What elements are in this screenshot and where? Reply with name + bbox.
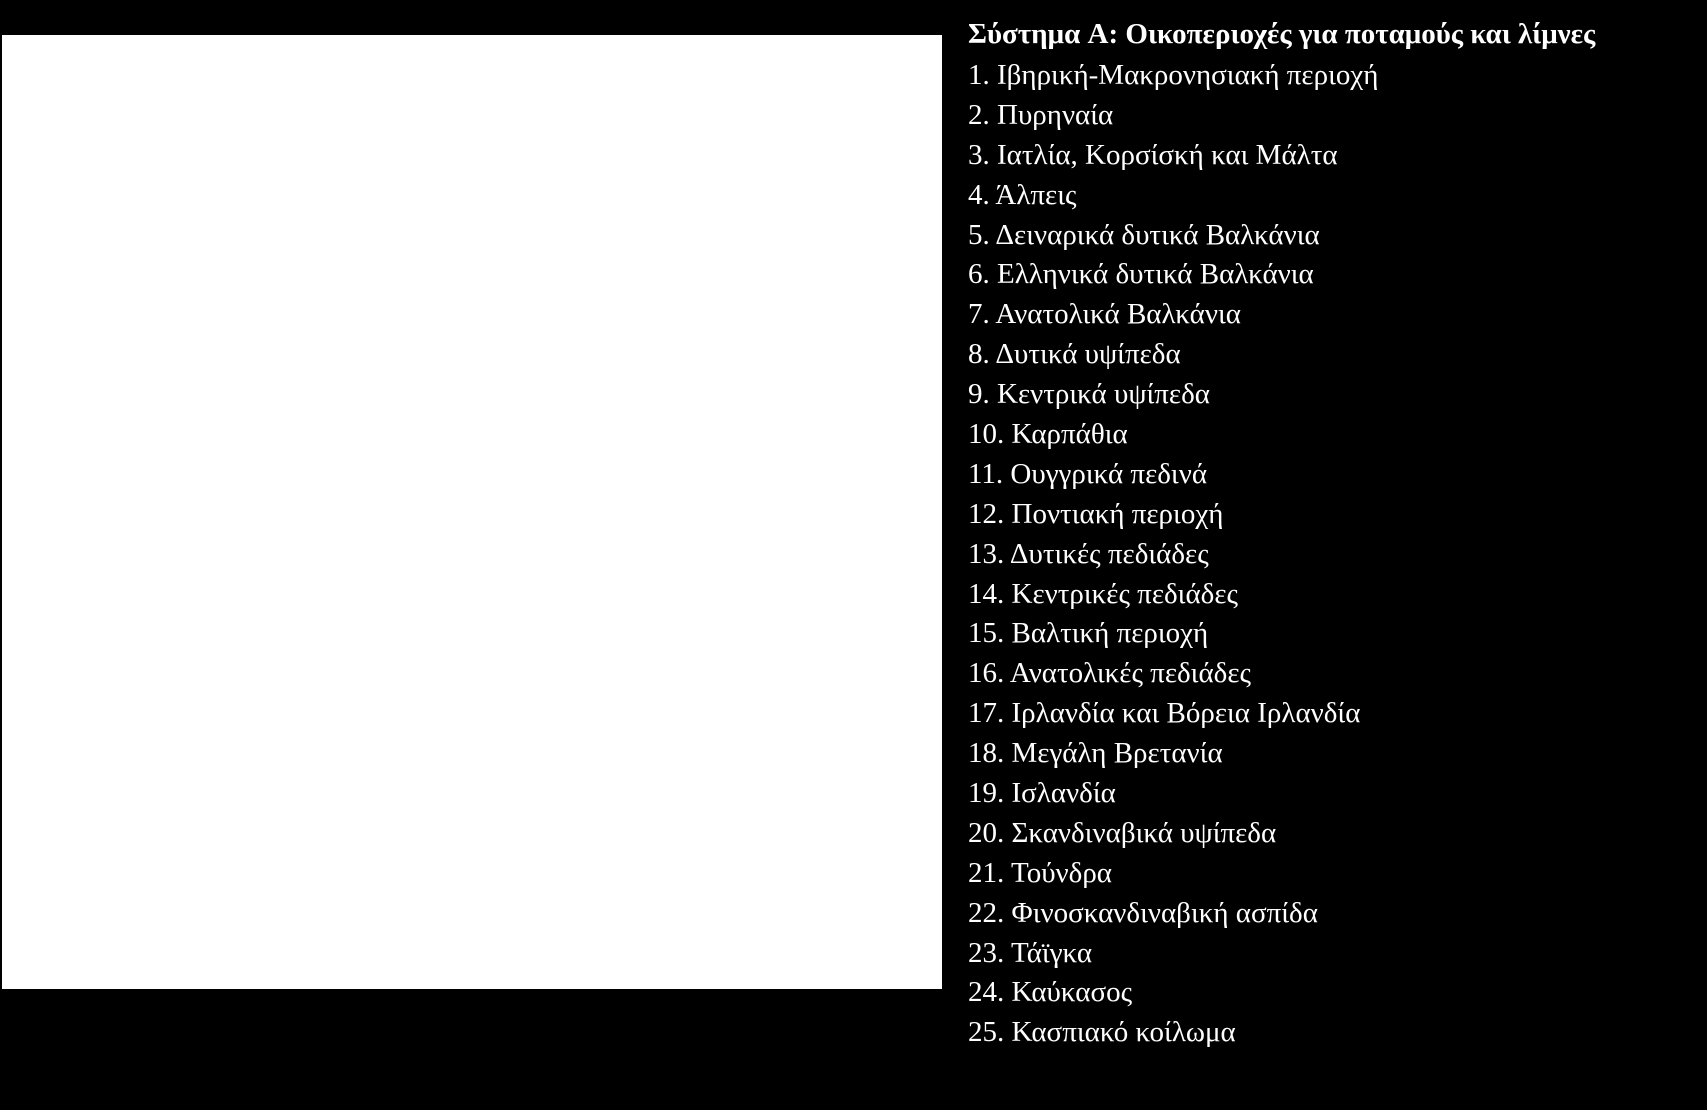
legend-item: 15. Βαλτική περιοχή [968, 617, 1209, 650]
legend [968, 12, 1698, 1053]
legend-item: 4. Άλπεις [968, 178, 1077, 211]
legend-item: 25. Κασπιακό κοίλωμα [968, 1016, 1236, 1049]
legend-item: 8. Δυτικά υψίπεδα [968, 338, 1181, 371]
legend-item: 20. Σκανδιναβικά υψίπεδα [968, 816, 1277, 849]
legend-item: 1. Ιβηρική-Μακρονησιακή περιοχή [968, 59, 1379, 91]
legend-item: 24. Καύκασος [968, 976, 1133, 1009]
legend-item: 22. Φινοσκανδιναβική ασπίδα [968, 896, 1318, 929]
legend-item: 7. Ανατολικά Βαλκάνια [968, 298, 1241, 331]
legend-item: 5. Δειναρικά δυτικά Βαλκάνια [968, 218, 1320, 251]
legend-item: 12. Ποντιακή περιοχή [968, 497, 1224, 530]
legend-item: 11. Ουγγρικά πεδινά [968, 457, 1208, 490]
legend-title: Σύστημα A: Οικοπεριοχές για ποταμούς και λίμνες [968, 18, 1596, 50]
legend-item: 14. Κεντρικές πεδιάδες [968, 577, 1238, 610]
legend-item: 16. Ανατολικές πεδιάδες [968, 657, 1251, 690]
legend-item: 9. Κεντρικά υψίπεδα [968, 378, 1210, 411]
legend-item: 19. Ισλανδία [968, 777, 1116, 810]
map-panel [2, 35, 942, 989]
legend-item: 23. Τάϊγκα [968, 936, 1093, 969]
legend-item: 18. Μεγάλη Βρετανία [968, 737, 1223, 770]
legend-item: 21. Τούνδρα [968, 856, 1112, 889]
legend-item: 10. Καρπάθια [968, 418, 1128, 451]
legend-list [968, 56, 1698, 1053]
legend-item: 6. Ελληνικά δυτικά Βαλκάνια [968, 258, 1314, 291]
legend-item: 13. Δυτικές πεδιάδες [968, 537, 1209, 570]
legend-item: 3. Ιατλία, Κορσίσκή και Μάλτα [968, 138, 1338, 171]
legend-item: 17. Ιρλανδία και Βόρεια Ιρλανδία [968, 697, 1361, 730]
legend-item: 2. Πυρηναία [968, 98, 1114, 131]
